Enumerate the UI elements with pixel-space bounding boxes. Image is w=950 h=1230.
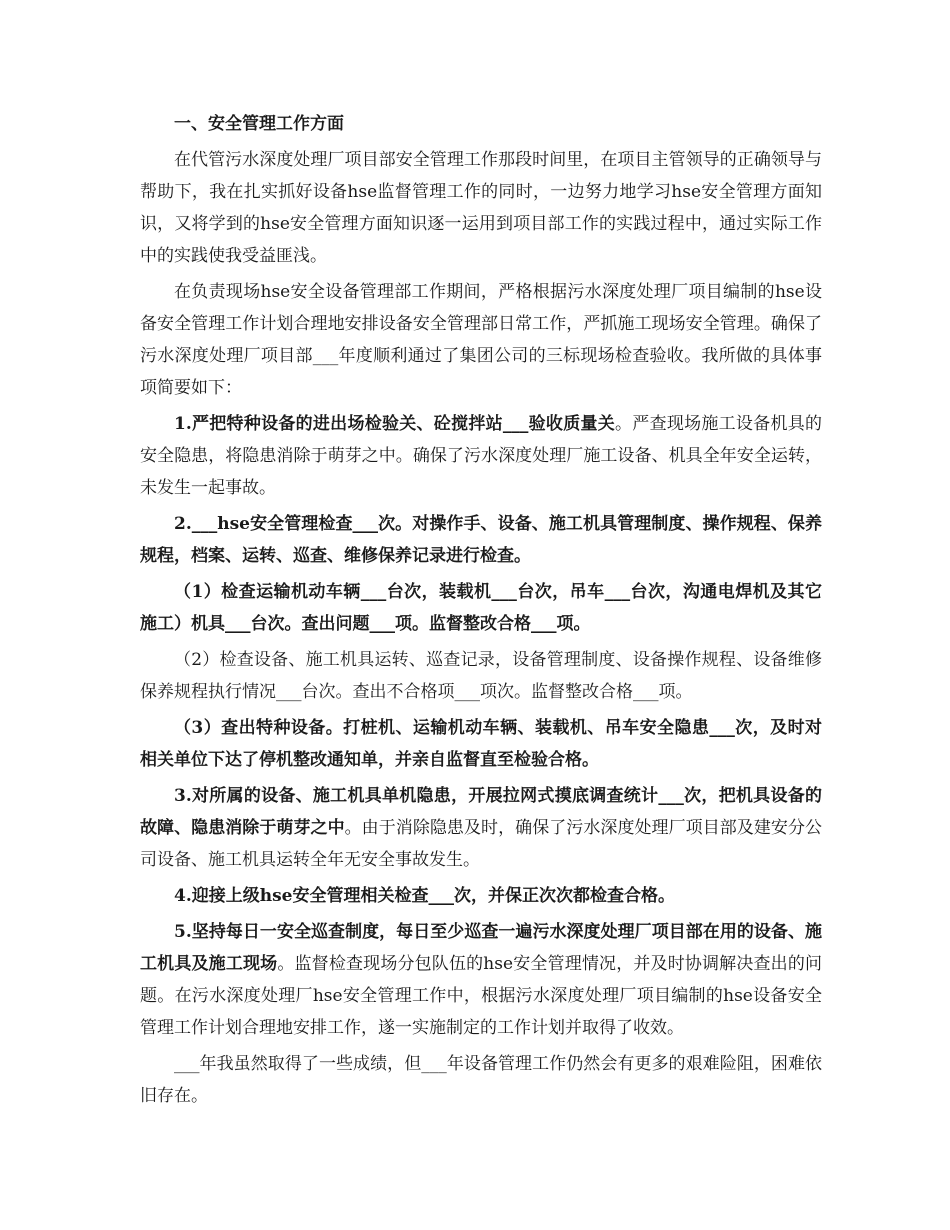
item-2-sub-1: （1）检查运输机动车辆___台次，装载机___台次，吊车___台次，沟通电焊机及其它施工）机具___台次。查出问题___项。监督整改合格___项。 (140, 582, 822, 634)
item-1-bold: 1.严把特种设备的进出场检验关、砼搅拌站___验收质量关 (174, 414, 616, 434)
item-1 (140, 408, 822, 504)
item-2-sub-2: （2）检查设备、施工机具运转、巡查记录，设备管理制度、设备操作规程、设备维修保养规程执行情况___台次。查出不合格项___项次。监督整改合格___项。 (140, 650, 822, 702)
item-1-text: 。严查现场施工设备机具的安全隐患，将隐患消除于萌芽之中。确保了污水深度处理厂施工设备、机具全年安全运转，未发生一起事故。 (140, 414, 823, 498)
paragraph-closing: ___年我虽然取得了一些成绩，但___年设备管理工作仍然会有更多的艰难险阻，困难依旧存在。 (140, 1054, 822, 1106)
item-2: 2.___hse安全管理检查___次。对操作手、设备、施工机具管理制度、操作规程、保养规程，档案、运转、巡查、维修保养记录进行检查。 (140, 514, 822, 566)
item-3-bold: 3.对所属的设备、施工机具单机隐患，开展拉网式摸底调查统计___次，把机具设备的故障、隐患消除于萌芽之中 (140, 786, 822, 838)
item-5-bold: 5.坚持每日一安全巡查制度，每日至少巡查一遍污水深度处理厂项目部在用的设备、施工机具及施工现场 (140, 922, 822, 974)
item-3-text: 。由于消除隐患及时，确保了污水深度处理厂项目部及建安分公司设备、施工机具运转全年无安全事故发生。 (140, 818, 823, 870)
section-heading: 一、安全管理工作方面 (174, 114, 344, 134)
paragraph-duties: 在负责现场hse安全设备管理部工作期间，严格根据污水深度处理厂项目编制的hse设备安全管理工作计划合理地安排设备安全管理部日常工作，严抓施工现场安全管理。确保了污水深度处理厂项目部___年度顺利通过了集团公司的三标现场检查验收。我所做的具体事项简要如下： (140, 282, 822, 398)
item-5-text: 。监督检查现场分包队伍的hse安全管理情况，并及时协调解决查出的问题。在污水深度处理厂hse安全管理工作中，根据污水深度处理厂项目编制的hse设备安全管理工作计划合理地安排工作，遂一实施制定的工作计划并取得了收效。 (140, 954, 823, 1038)
item-3 (140, 780, 822, 876)
item-2-sub-3: （3）查出特种设备。打桩机、运输机动车辆、装载机、吊车安全隐患___次，及时对相关单位下达了停机整改通知单，并亲自监督直至检验合格。 (140, 718, 822, 770)
paragraph-intro: 在代管污水深度处理厂项目部安全管理工作那段时间里，在项目主管领导的正确领导与帮助下，我在扎实抓好设备hse监督管理工作的同时，一边努力地学习hse安全管理方面知识，又将学到的hse安全管理方面知识逐一运用到项目部工作的实践过程中，通过实际工作中的实践使我受益匪浅。 (140, 150, 822, 266)
item-5 (140, 916, 822, 1044)
document-body (140, 108, 822, 1112)
item-4: 4.迎接上级hse安全管理相关检查___次，并保正次次都检查合格。 (174, 886, 675, 906)
